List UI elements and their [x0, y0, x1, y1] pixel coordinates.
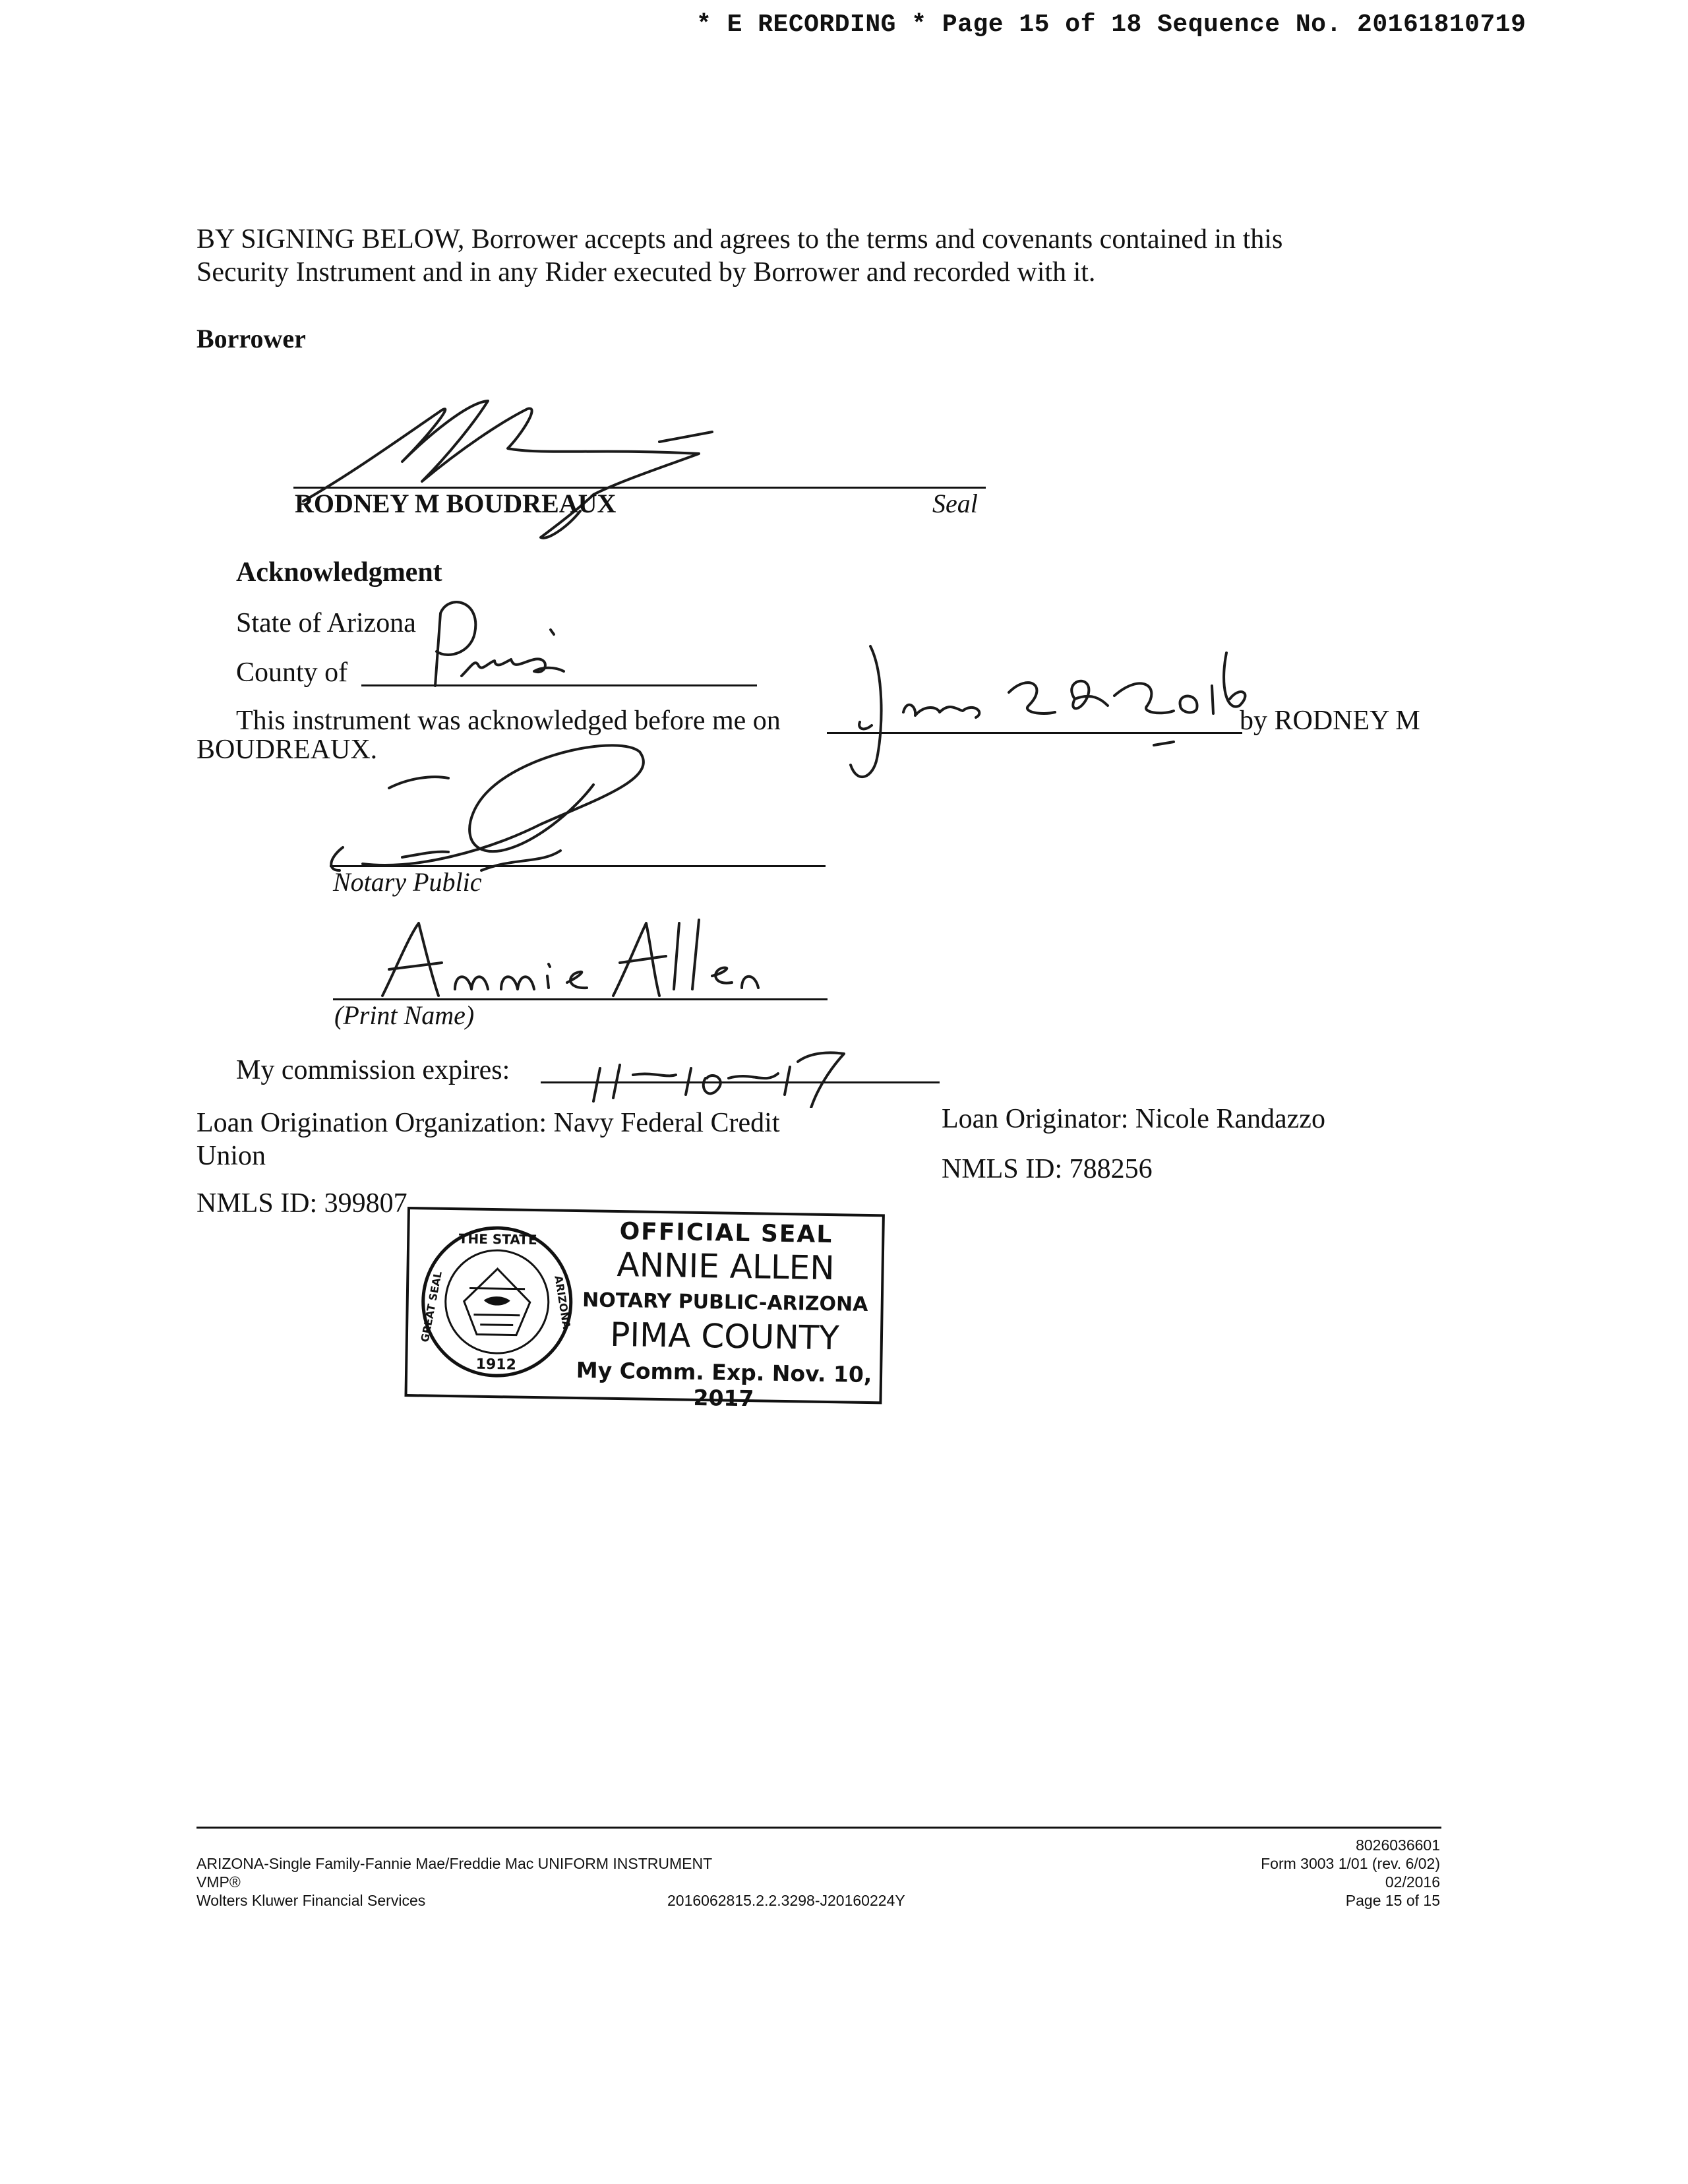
- borrower-signature: [290, 396, 765, 567]
- svg-text:1912: 1912: [475, 1356, 517, 1374]
- intro-paragraph: [196, 223, 1515, 289]
- seal-label: Seal: [932, 489, 978, 518]
- svg-text:GREAT SEAL: GREAT SEAL: [418, 1270, 444, 1343]
- intro-line-2: Security Instrument and in any Rider executed by Borrower and recorded with it.: [196, 257, 1096, 288]
- notary-public-label: Notary Public: [333, 867, 482, 897]
- acknowledgment-heading: Acknowledgment: [236, 557, 442, 588]
- recording-header: * E RECORDING * Page 15 of 18 Sequence No. 20161810719: [696, 11, 1526, 39]
- borrower-heading: Borrower: [196, 324, 306, 353]
- acknowledged-sentence-start: This instrument was acknowledged before me on: [236, 706, 781, 736]
- footer-form-number: Form 3003 1/01 (rev. 6/02): [1261, 1855, 1440, 1872]
- footer-left: [196, 1854, 712, 1910]
- commission-label: My commission expires:: [236, 1055, 510, 1085]
- intro-line-1: BY SIGNING BELOW, Borrower accepts and agrees to the terms and covenants contained in this: [196, 224, 1283, 255]
- print-name-label: (Print Name): [334, 1000, 475, 1030]
- borrower-name: RODNEY M BOUDREAUX: [295, 489, 617, 518]
- commission-handwriting: [580, 1016, 857, 1108]
- footer-right: [1261, 1836, 1440, 1910]
- acknowledged-sentence-cont: BOUDREAUX.: [196, 735, 378, 765]
- arizona-state-seal-icon: [417, 1221, 578, 1382]
- county-handwriting: [422, 587, 620, 719]
- loan-originator: Loan Originator: Nicole Randazzo: [942, 1104, 1325, 1134]
- acknowledged-sentence-end: by RODNEY M: [1240, 706, 1420, 736]
- loan-org-line-1: Loan Origination Organization: Navy Federal Credit: [196, 1108, 780, 1138]
- seal-county: PIMA COUNTY: [609, 1315, 840, 1358]
- loan-org-line-2: Union: [196, 1141, 266, 1171]
- footer-loan-number: 8026036601: [1356, 1836, 1440, 1854]
- footer-page-number: Page 15 of 15: [1345, 1892, 1440, 1909]
- footer-rule: [196, 1827, 1441, 1829]
- loan-originator-nmls: NMLS ID: 788256: [942, 1154, 1153, 1184]
- acknowledged-date-handwriting: [831, 633, 1253, 791]
- state-label: State of Arizona: [236, 608, 416, 638]
- svg-text:THE STATE: THE STATE: [458, 1230, 537, 1248]
- footer-doc-id: 2016062815.2.2.3298-J20160224Y: [667, 1892, 905, 1909]
- notary-signature: [316, 739, 686, 884]
- footer-form-title: ARIZONA-Single Family-Fannie Mae/Freddie Mac UNIFORM INSTRUMENT: [196, 1855, 713, 1872]
- county-label: County of: [236, 657, 348, 688]
- seal-commission-exp: My Comm. Exp. Nov. 10, 2017: [576, 1357, 872, 1412]
- notary-seal-stamp: [404, 1207, 884, 1412]
- footer-publisher: Wolters Kluwer Financial Services: [196, 1892, 426, 1909]
- loan-origination-org: [196, 1107, 779, 1172]
- seal-notary-title: NOTARY PUBLIC-ARIZONA: [582, 1289, 868, 1316]
- svg-text:ARIZONA: ARIZONA: [552, 1274, 574, 1330]
- footer-vmp: VMP®: [196, 1873, 241, 1891]
- seal-notary-name: ANNIE ALLEN: [617, 1246, 835, 1288]
- footer-form-date: 02/2016: [1385, 1873, 1440, 1891]
- seal-official-seal: OFFICIAL SEAL: [619, 1218, 833, 1249]
- loan-org-nmls: NMLS ID: 399807: [196, 1188, 407, 1219]
